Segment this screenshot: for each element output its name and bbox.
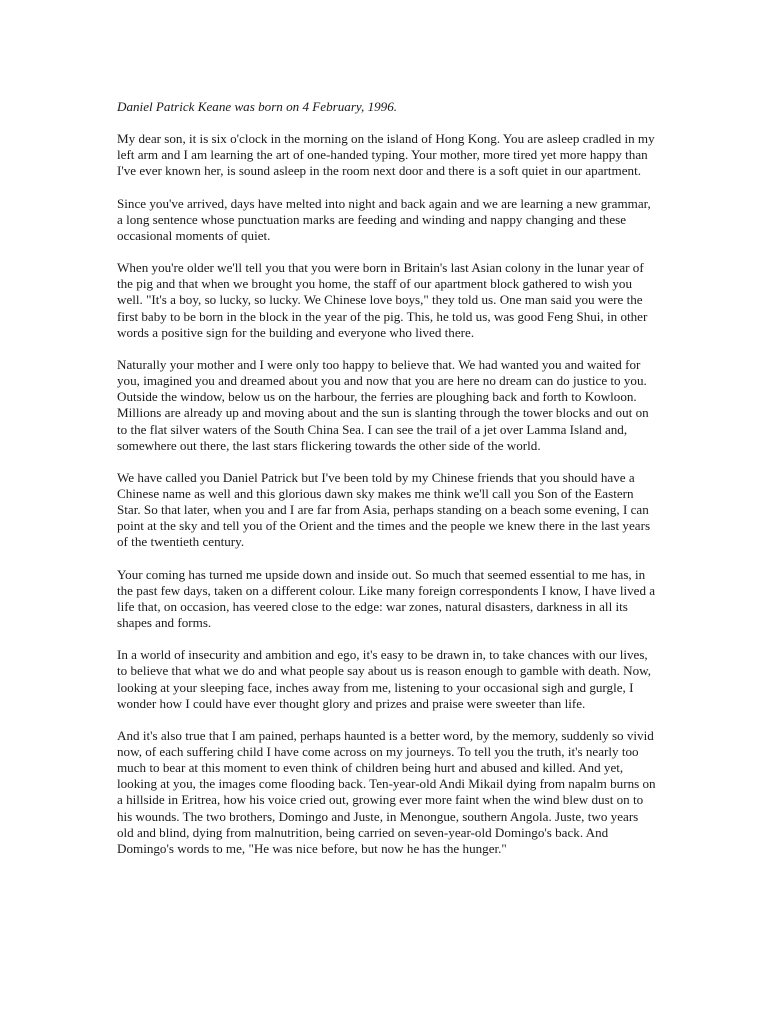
paragraph: And it's also true that I am pained, perhaps haunted is a better word, by the memory, suddenly so vivid now, of each suffering child I have come across on my journeys. To tell you the truth, it's nearly too much to bear at this moment to even think of children being hurt and abused and killed. And yet, looking at you, the images come flooding back. Ten-year-old Andi Mikail dying from napalm burns on a hillside in Eritrea, how his voice cried out, growing ever more faint when the wind blew dust on to his wounds. The two brothers, Domingo and Juste, in Menongue, southern Angola. Juste, two years old and blind, dying from malnutrition, being carried on seven-year-old Domingo's back. And Domingo's words to me, "He was nice before, but now he has the hunger." xyxy=(117,727,656,856)
paragraph: Your coming has turned me upside down and inside out. So much that seemed essential to me has, in the past few days, taken on a different colour. Like many foreign correspondents I know, I have lived a life that, on occasion, has veered close to the edge: war zones, natural disasters, darkness in all its shapes and forms. xyxy=(117,566,656,631)
paragraph: We have called you Daniel Patrick but I've been told by my Chinese friends that you should have a Chinese name as well and this glorious dawn sky makes me think we'll call you Son of the Eastern Star. So that later, when you and I are far from Asia, perhaps standing on a beach some evening, I can point at the sky and tell you of the Orient and the times and the people we knew there in the last years of the twentieth century. xyxy=(117,469,651,550)
document-title: Daniel Patrick Keane was born on 4 February, 1996. xyxy=(117,99,398,114)
paragraph: Since you've arrived, days have melted into night and back again and we are learning a new grammar, a long sentence whose punctuation marks are feeding and winding and nappy changing and these occasional moments of quiet. xyxy=(117,195,651,243)
paragraph: Naturally your mother and I were only too happy to believe that. We had wanted you and waited for you, imagined you and dreamed about you and now that you are here no dream can do justice to you. Outside the window, below us on the harbour, the ferries are ploughing back and forth to Kowloon. Millions are already up and moving about and the sun is slanting through the tower blocks and out on to the flat silver waters of the South China Sea. I can see the trail of a jet over Lamma Island and, somewhere out there, the last stars flickering towards the other side of the world. xyxy=(117,356,649,453)
paragraph: When you're older we'll tell you that you were born in Britain's last Asian colony in the lunar year of the pig and that when we brought you home, the staff of our apartment block gathered to wish you well. "It's a boy, so lucky, so lucky. We Chinese love boys," they told us. One man said you were the first baby to be born in the block in the year of the pig. This, he told us, was good Feng Shui, in other words a positive sign for the building and everyone who lived there. xyxy=(117,260,648,340)
paragraph: My dear son, it is six o'clock in the morning on the island of Hong Kong. You are asleep cradled in my left arm and I am learning the art of one-handed typing. Your mother, more tired yet more happy than I've ever known her, is sound asleep in the room next door and there is a soft quiet in our apartment. xyxy=(117,131,655,179)
document-body xyxy=(117,99,657,857)
paragraph: In a world of insecurity and ambition and ego, it's easy to be drawn in, to take chances with our lives, to believe that what we do and what people say about us is reason enough to gamble with death. Now, looking at your sleeping face, inches away from me, listening to your occasional sigh and gurgle, I wonder how I could have ever thought glory and prizes and praise were sweeter than life. xyxy=(117,647,652,711)
